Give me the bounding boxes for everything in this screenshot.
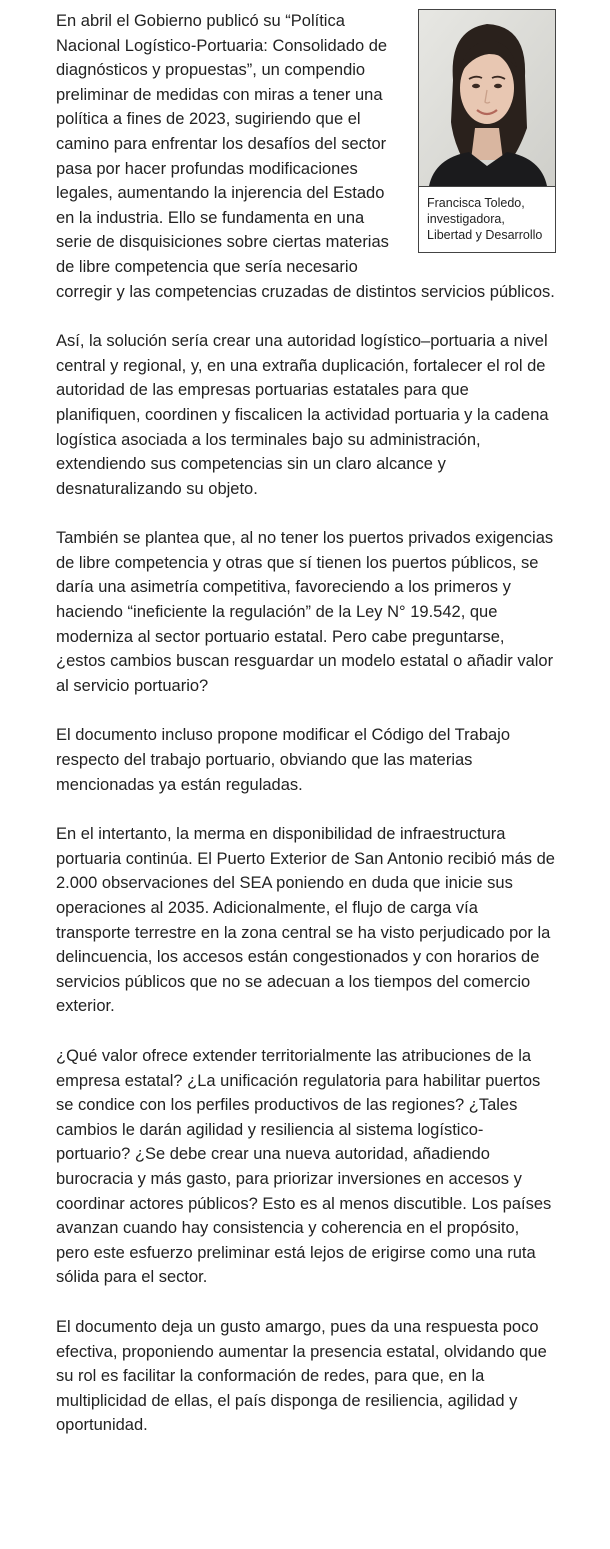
- paragraph-5: En el intertanto, la merma en disponibilidad de infraestructura portuaria continúa. El Puerto Exterior de San Antonio recibió más de 2.000 observaciones del SEA poniendo en duda que inicie sus operaciones al 2035. Adicionalmente, el flujo de carga vía transporte terrestre en la zona central se ha visto perjudicado por la delincuencia, los accesos están congestionados y con horarios de servicios públicos que no se adecuan a los tiempos del comercio exterior.: [56, 825, 555, 1016]
- article-body: [56, 9, 556, 1463]
- author-caption: Francisca Toledo, investigadora, Libertad y Desarrollo: [427, 196, 543, 242]
- paragraph-7: El documento deja un gusto amargo, pues da una respuesta poco efectiva, proponiendo aumentar la presencia estatal, olvidando que su rol es facilitar la conformación de redes, para que, en la multiplicidad de ellas, el país disponga de resiliencia, agilidad y oportunidad.: [56, 1317, 547, 1435]
- author-figure: [418, 9, 556, 253]
- author-photo: [419, 10, 555, 187]
- paragraph-6: ¿Qué valor ofrece extender territorialmente las atribuciones de la empresa estatal? ¿La unificación regulatoria para habilitar puertos se condice con los perfiles productivos de las regiones? ¿Tales cambios le darán agilidad y resiliencia al sistema logístico-portuario? ¿Se debe crear una nueva autoridad, añadiendo burocracia y más gasto, para priorizar inversiones en accesos y coordinar actores públicos? Esto es al menos discutible. Los países avanzan cuando hay consistencia y coherencia en el propósito, pero este esfuerzo preliminar está lejos de erigirse como una ruta sólida para el sector.: [56, 1046, 552, 1287]
- paragraph-2: Así, la solución sería crear una autoridad logístico–portuaria a nivel central y regional, y, en una extraña duplicación, fortalecer el rol de autoridad de las empresas portuarias estatales para que planifiquen, coordinen y fiscalicen la actividad portuaria y la cadena logística asociada a los terminales bajo su administración, extendiendo sus competencias sin un claro alcance y desnaturalizando su objeto.: [56, 332, 549, 498]
- paragraph-4: El documento incluso propone modificar el Código del Trabajo respecto del trabajo portuario, obviando que las materias mencionadas ya están reguladas.: [56, 726, 511, 794]
- paragraph-3: También se plantea que, al no tener los puertos privados exigencias de libre competencia y otras que sí tienen los puertos públicos, se daría una asimetría competitiva, favoreciendo a los primeros y haciendo “ineficiente la regulación” de la Ley N° 19.542, que moderniza al sector portuario estatal. Pero cabe preguntarse, ¿estos cambios buscan resguardar un modelo estatal o añadir valor al servicio portuario?: [56, 529, 554, 695]
- paragraph-1: En abril el Gobierno publicó su “Política Nacional Logístico-Portuaria: Consolidado de diagnósticos y propuestas”, un compendio preliminar de medidas con miras a tener una política a fines de 2023, sugiriendo que el camino para enfrentar los desafíos del sector pasa por hacer profundas modificaciones legales, aumentando la injerencia del Estado en la industria. Ello se fundamenta en una serie de disquisiciones sobre ciertas materias de libre competencia que sería necesario corregir y las competencias cruzadas de distintos servicios públicos.: [56, 12, 555, 301]
